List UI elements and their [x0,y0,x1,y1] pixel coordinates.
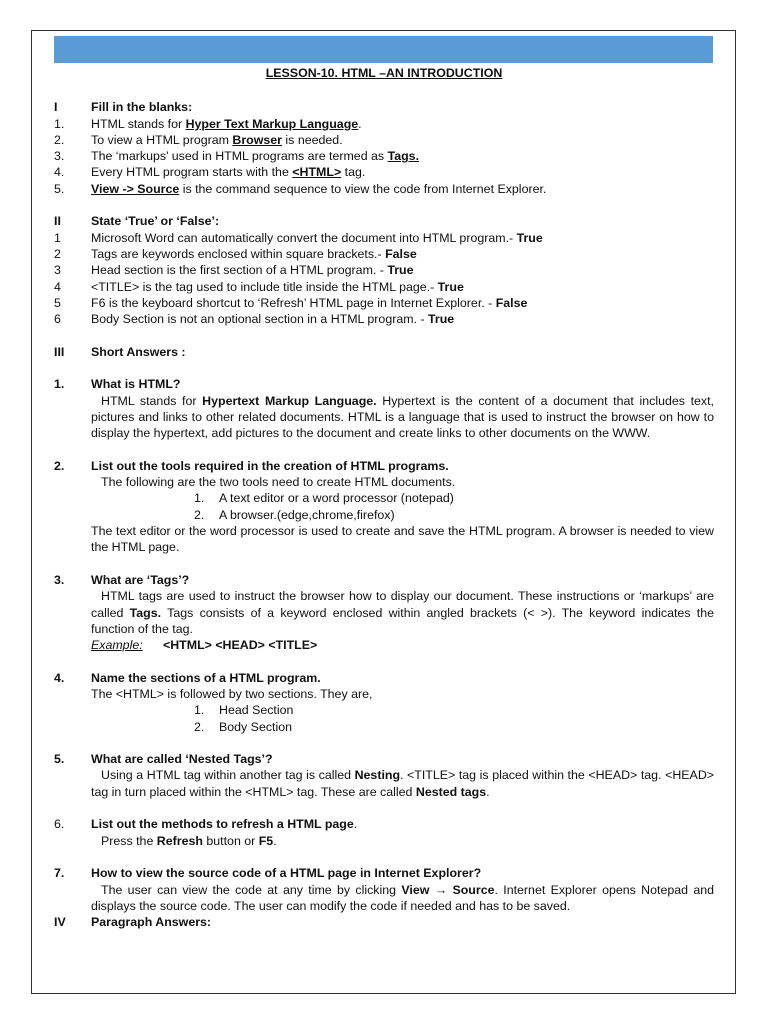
answer-text: HTML tags are used to instruct the browser how to display our document. These instructions or ‘markups’ are called [91,589,714,620]
answer-paragraph [54,393,714,442]
answer-text: button or [202,833,259,848]
right-arrow-icon: → [434,882,448,897]
question-row [54,376,714,392]
item-text-post: is the command sequence to view the code from Internet Explorer. [179,181,547,196]
question-text: List out the tools required in the creation of HTML programs. [91,458,449,473]
section-number: II [54,214,61,229]
section-title: Short Answers : [91,344,186,359]
answer-text: . <TITLE> tag is placed within the <HEAD> tag. <HEAD> tag in turn placed within the <HTML> tag. These are called [91,768,715,799]
answer-text: Hyper Text Markup Language [185,116,359,131]
sub-item-text: A text editor or a word processor (notepad) [219,491,454,506]
item-text [91,148,714,164]
answer-text: False [385,246,417,261]
answer-text: . [486,784,490,799]
answer-bold: F5 [258,833,274,848]
question-row [54,816,714,832]
tools-list [54,490,714,523]
sub-item-number: 1. [194,703,205,718]
item-text-pre: HTML stands for [91,116,186,131]
statement-text: F6 is the keyboard shortcut to ‘Refresh’ HTML page in Internet Explorer. - [91,295,496,310]
item-number: 3 [54,263,61,278]
list-item [54,116,714,132]
list-item [54,246,714,262]
section-number: IV [54,915,66,930]
sub-item-number: 2. [194,507,205,522]
sub-item-text: Head Section [219,703,294,718]
item-text [91,279,714,295]
list-item [54,132,714,148]
item-number: 5 [54,295,61,310]
item-text [91,230,714,246]
section-number: I [54,100,58,115]
sub-item-text: A browser.(edge,chrome,firefox) [219,507,395,522]
section-number: III [54,344,65,359]
answer-text: Press the [101,833,157,848]
question-number: 1. [54,377,65,392]
answer-text: HTML stands for [101,393,203,408]
answer-text: True [437,279,464,294]
item-number: 3. [54,149,65,164]
section-heading [54,213,714,229]
answer-text: True [428,312,455,327]
fill-blanks-list [54,116,714,197]
question-number: 5. [54,752,65,767]
section-title: Fill in the blanks: [91,100,193,115]
document-body [54,63,714,930]
statement-text: Microsoft Word can automatically convert the document into HTML program.- [91,230,517,245]
sub-list-item [54,490,714,506]
item-number: 4. [54,165,65,180]
question-text: How to view the source code of a HTML page in Internet Explorer? [91,866,482,881]
answer-text: View -> Source [91,181,180,196]
item-number: 6 [54,312,61,327]
sub-item-text: Body Section [219,719,293,734]
statement-text: <TITLE> is the tag used to include title inside the HTML page.- [91,279,438,294]
example-row [54,637,714,653]
header-band [54,36,713,63]
list-item [54,164,714,180]
question-number: 6. [54,817,65,832]
answer-bold: Hypertext Markup Language. [202,393,377,408]
answer-bold: Nested tags [415,784,487,799]
statement-text: Head section is the first section of a HTML program. - [91,263,388,278]
question-end: . [353,817,358,832]
item-number: 1. [54,116,65,131]
answer-bold: Tags. [129,605,162,620]
list-item [54,148,714,164]
statement-text: Tags are keywords enclosed within square brackets.- [91,246,386,261]
answer-text: Hypertext is the content of a document that includes text, pictures and links to other related documents. HTML is a language that is used to instruct the browser on how to display the hypertext, add pictures to the document and create links to other documents on the WWW. [91,393,714,441]
section-heading [54,914,714,930]
question-row [54,572,714,588]
item-number: 2. [54,132,65,147]
question-number: 3. [54,572,65,587]
item-text [91,116,714,132]
sub-item-number: 2. [194,719,205,734]
question-text: What are called ‘Nested Tags’? [91,752,273,767]
question-row [54,751,714,767]
section-heading [54,344,714,360]
item-text-pre: To view a HTML program [91,132,233,147]
list-item [54,311,714,327]
answer-text: True [516,230,543,245]
item-number: 5. [54,181,65,196]
item-text [91,132,714,148]
answer-text: . [273,833,277,848]
answer-outro: The text editor or the word processor is used to create and save the HTML program. A browser is needed to view the HTML page. [91,524,714,555]
item-text-post: . [358,116,362,131]
answer-text: The user can view the code at any time by clicking [101,882,402,897]
section-heading [54,99,714,115]
list-item [54,279,714,295]
answer-paragraph [54,833,714,849]
item-text-post: is needed. [281,132,343,147]
sub-list-item [54,719,714,735]
true-false-list [54,230,714,328]
list-item [54,295,714,311]
answer-intro: The following are the two tools need to create HTML documents. [101,475,456,490]
item-text [91,262,714,278]
item-text [91,311,714,327]
question-number: 4. [54,670,65,685]
sections-list [54,702,714,735]
item-number: 2 [54,246,61,261]
item-text-post: tag. [341,165,366,180]
answer-text: Browser [232,132,282,147]
question-row [54,458,714,474]
item-text [91,181,714,197]
answer-paragraph [54,588,714,637]
answer-bold: Nesting [354,768,401,783]
answer-text: Using a HTML tag within another tag is called [101,768,355,783]
answer-paragraph [54,767,714,800]
item-text [91,295,714,311]
example-label: Example: [91,638,143,653]
section-title: Paragraph Answers: [91,915,212,930]
item-text-pre: The ‘markups’ used in HTML programs are termed as [91,149,388,164]
answer-paragraph [54,882,714,915]
answer-intro: The <HTML> is followed by two sections. They are, [91,686,373,701]
answer-bold: Source [452,882,495,897]
question-row [54,865,714,881]
sub-list-item [54,702,714,718]
answer-text: Tags consists of a keyword enclosed within angled brackets (< >). The keyword indicates the function of the tag. [91,605,714,636]
question-number: 2. [54,458,65,473]
answer-text: Tags. [387,149,420,164]
lesson-title: LESSON-10. HTML –AN INTRODUCTION [265,66,503,80]
answer-text: False [495,295,528,310]
section-title: State ‘True’ or ‘False’: [91,214,220,229]
list-item [54,262,714,278]
item-number: 1 [54,230,61,245]
item-text-pre: Every HTML program starts with the [91,165,293,180]
list-item [54,230,714,246]
item-text [91,164,714,180]
answer-text: True [387,263,414,278]
answer-text: . Internet Explorer opens Notepad and displays the source code. The user can modify the code if needed and has to be saved. [91,882,715,913]
question-row [54,670,714,686]
question-text: What are ‘Tags’? [91,572,190,587]
sub-list-item [54,507,714,523]
answer-bold: Refresh [156,833,203,848]
question-text: List out the methods to refresh a HTML page [91,817,354,832]
statement-text: Body Section is not an optional section in a HTML program. - [91,312,429,327]
question-text: Name the sections of a HTML program. [91,670,321,685]
answer-text: <HTML> [292,165,342,180]
example-value: <HTML> <HEAD> <TITLE> [163,638,318,653]
item-number: 4 [54,279,61,294]
answer-bold: View [401,882,430,897]
sub-item-number: 1. [194,491,205,506]
item-text [91,246,714,262]
list-item [54,181,714,197]
question-number: 7. [54,866,65,881]
question-text: What is HTML? [91,377,181,392]
